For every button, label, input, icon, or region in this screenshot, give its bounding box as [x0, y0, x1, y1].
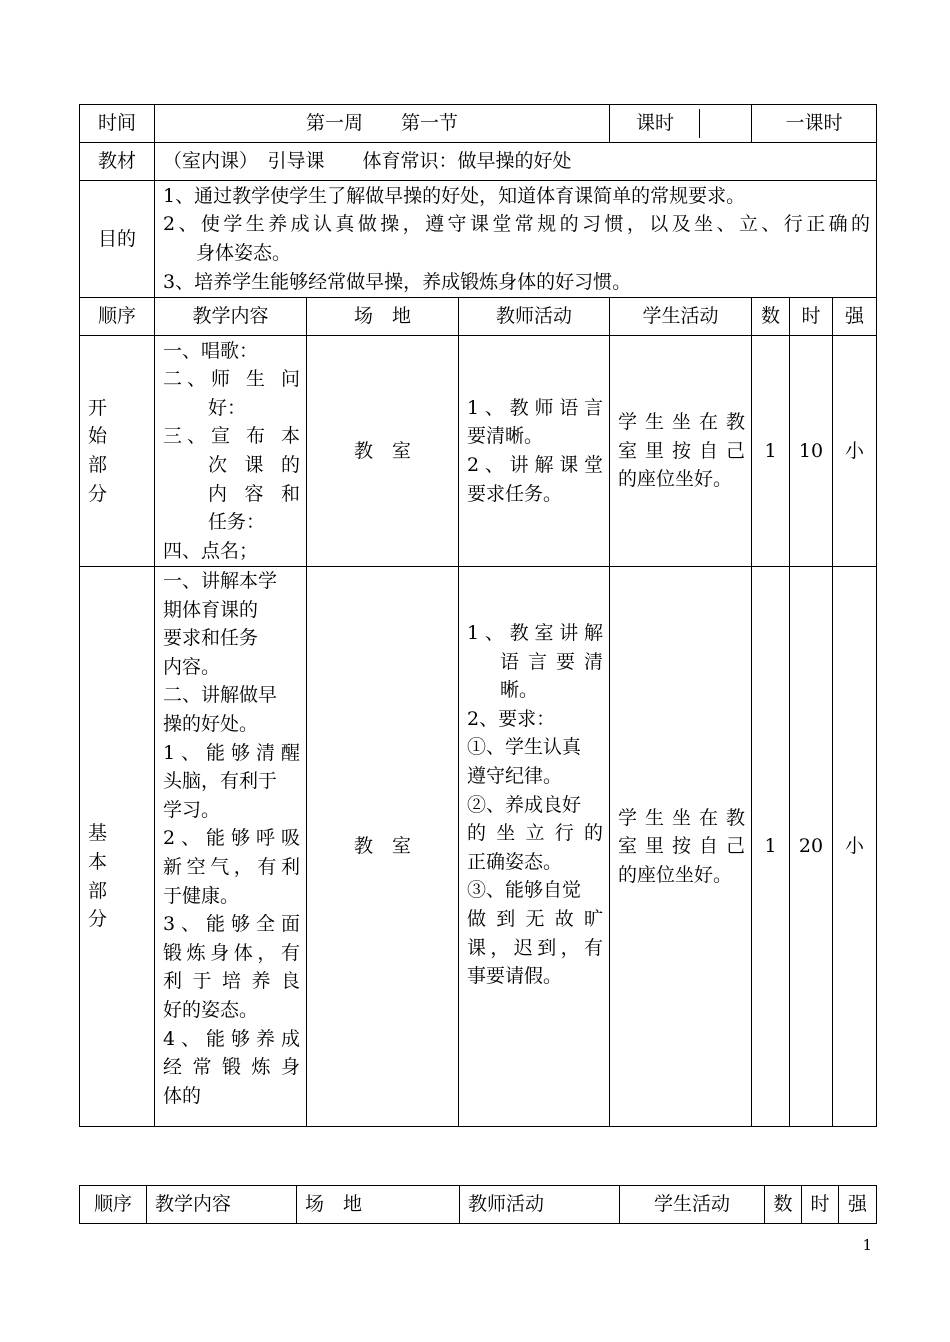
content-line: 利于培养良 — [163, 970, 300, 993]
section-char: 基 — [88, 822, 108, 845]
content-line: 经常锻炼身 — [163, 1056, 300, 1079]
content-line: 1、能够清醒 — [163, 741, 300, 764]
col-intensity: 强 — [833, 298, 877, 336]
student-start — [610, 336, 752, 567]
student-line: 学生坐在教 — [618, 411, 746, 434]
student-line: 学生坐在教 — [618, 806, 746, 829]
content-line: 好的姿态。 — [163, 998, 259, 1021]
week-lesson-text: 第一周 第一节 — [306, 112, 459, 135]
student-line: 的座位坐好。 — [618, 468, 733, 491]
teacher-line: 晰。 — [500, 679, 539, 702]
content-line: 好： — [208, 396, 247, 419]
content-line: 三、宣 布 本 — [163, 425, 300, 448]
section-start — [80, 336, 155, 567]
next-page-header-table — [79, 1185, 877, 1224]
col-order: 顺序 — [80, 1186, 147, 1224]
content-line: 内 容 和 — [208, 482, 300, 505]
teacher-line: 2、讲解课堂 — [467, 454, 604, 476]
teacher-line: ③、能够自觉 — [467, 879, 582, 902]
count-basic: 1 — [752, 567, 790, 1127]
teacher-line: 1、教师语言 — [467, 396, 604, 419]
content-start — [155, 336, 307, 567]
goal-text — [155, 181, 877, 298]
content-line: 一、唱歌： — [163, 339, 259, 362]
col-intensity: 强 — [839, 1186, 877, 1224]
section-char: 部 — [88, 454, 108, 476]
goal-row — [80, 181, 877, 298]
content-basic — [155, 567, 307, 1127]
teacher-basic — [459, 567, 610, 1127]
column-header-row — [80, 298, 877, 336]
section-char: 始 — [88, 425, 108, 448]
content-line: 四、点名； — [163, 539, 259, 562]
teacher-line: 事要请假。 — [467, 965, 563, 988]
content-line: 要求和任务 — [163, 627, 259, 650]
venue-basic: 教 室 — [307, 567, 459, 1127]
table-row-start — [80, 336, 877, 567]
intensity-start: 小 — [833, 336, 877, 567]
student-basic — [610, 567, 752, 1127]
goal-label: 目的 — [80, 181, 155, 298]
col-order: 顺序 — [80, 298, 155, 336]
teacher-line: 课，迟到，有 — [467, 936, 604, 959]
time-label: 时间 — [80, 105, 155, 143]
content-line: 期体育课的 — [163, 598, 259, 621]
content-line: 二、师 生 问 — [163, 368, 300, 391]
content-line: 3、能够全面 — [163, 913, 300, 936]
section-char: 开 — [88, 396, 108, 419]
section-char: 分 — [88, 908, 108, 931]
goal-line: 1、通过教学使学生了解做早操的好处，知道体育课简单的常规要求。 — [163, 184, 746, 207]
teacher-line: ②、养成良好 — [467, 793, 582, 816]
goal-line: 3、培养学生能够经常做早操，养成锻炼身体的好习惯。 — [163, 270, 632, 293]
col-student: 学生活动 — [620, 1186, 765, 1224]
content-line: 次 课 的 — [208, 454, 300, 476]
col-count: 数 — [752, 298, 790, 336]
content-line: 一、讲解本学 — [163, 570, 278, 592]
lesson-plan-main — [79, 104, 877, 1127]
section-char: 本 — [88, 850, 108, 873]
col-content: 教学内容 — [155, 298, 307, 336]
student-line: 室里按自己 — [618, 439, 746, 462]
student-line: 的座位坐好。 — [618, 863, 733, 886]
teacher-line: 要清晰。 — [467, 425, 544, 448]
period-value: 一课时 — [752, 105, 877, 143]
teacher-line: 2、要求： — [467, 707, 556, 730]
content-line: 任务： — [208, 511, 266, 534]
material-label: 教材 — [80, 143, 155, 181]
page-number: 1 — [862, 1236, 872, 1254]
content-line: 二、讲解做早 — [163, 684, 278, 707]
col-venue: 场 地 — [297, 1186, 460, 1224]
teacher-line: 1、教室讲解 — [467, 622, 604, 644]
section-char: 部 — [88, 879, 108, 902]
count-start: 1 — [752, 336, 790, 567]
content-line: 新空气，有利 — [163, 855, 300, 878]
content-line: 学习。 — [163, 798, 221, 821]
intensity-basic: 小 — [833, 567, 877, 1127]
teacher-start — [459, 336, 610, 567]
content-line: 于健康。 — [163, 884, 240, 907]
teacher-line: 要求任务。 — [467, 482, 563, 505]
column-header-row-2 — [80, 1186, 877, 1224]
col-content: 教学内容 — [147, 1186, 297, 1224]
time-row — [80, 105, 877, 143]
content-line: 2、能够呼吸 — [163, 827, 300, 850]
period-label-cell — [610, 105, 752, 143]
content-line: 体的 — [163, 1084, 202, 1107]
material-value: （室内课） 引导课 体育常识：做早操的好处 — [155, 143, 877, 181]
teacher-line: 的坐立行的 — [467, 822, 604, 845]
teacher-line: 语言要清 — [500, 650, 604, 673]
col-time: 时 — [802, 1186, 839, 1224]
section-basic — [80, 567, 155, 1127]
teacher-line: 正确姿态。 — [467, 850, 563, 873]
time-basic: 20 — [790, 567, 833, 1127]
col-teacher: 教师活动 — [460, 1186, 620, 1224]
teacher-line: ①、学生认真 — [467, 736, 582, 759]
content-line: 4、能够养成 — [163, 1027, 300, 1050]
goal-line: 身体姿态。 — [196, 242, 292, 264]
teacher-line: 遵守纪律。 — [467, 764, 563, 787]
material-row — [80, 143, 877, 181]
content-line: 锻炼身体，有 — [163, 941, 300, 964]
time-start: 10 — [790, 336, 833, 567]
content-line: 操的好处。 — [163, 712, 259, 735]
table-row-basic — [80, 567, 877, 1127]
col-time: 时 — [790, 298, 833, 336]
content-line: 头脑，有利于 — [163, 770, 278, 793]
venue-start: 教 室 — [307, 336, 459, 567]
week-lesson-cell — [155, 105, 610, 143]
col-venue: 场 地 — [307, 298, 459, 336]
student-line: 室里按自己 — [618, 835, 746, 858]
content-line: 内容。 — [163, 655, 221, 678]
goal-line: 2、使学生养成认真做操，遵守课堂常规的习惯，以及坐、立、行正确的 — [163, 213, 871, 236]
col-count: 数 — [765, 1186, 802, 1224]
period-label: 课时 — [611, 109, 700, 138]
section-char: 分 — [88, 482, 108, 505]
col-teacher: 教师活动 — [459, 298, 610, 336]
teacher-line: 做到无故旷 — [467, 907, 604, 930]
col-student: 学生活动 — [610, 298, 752, 336]
